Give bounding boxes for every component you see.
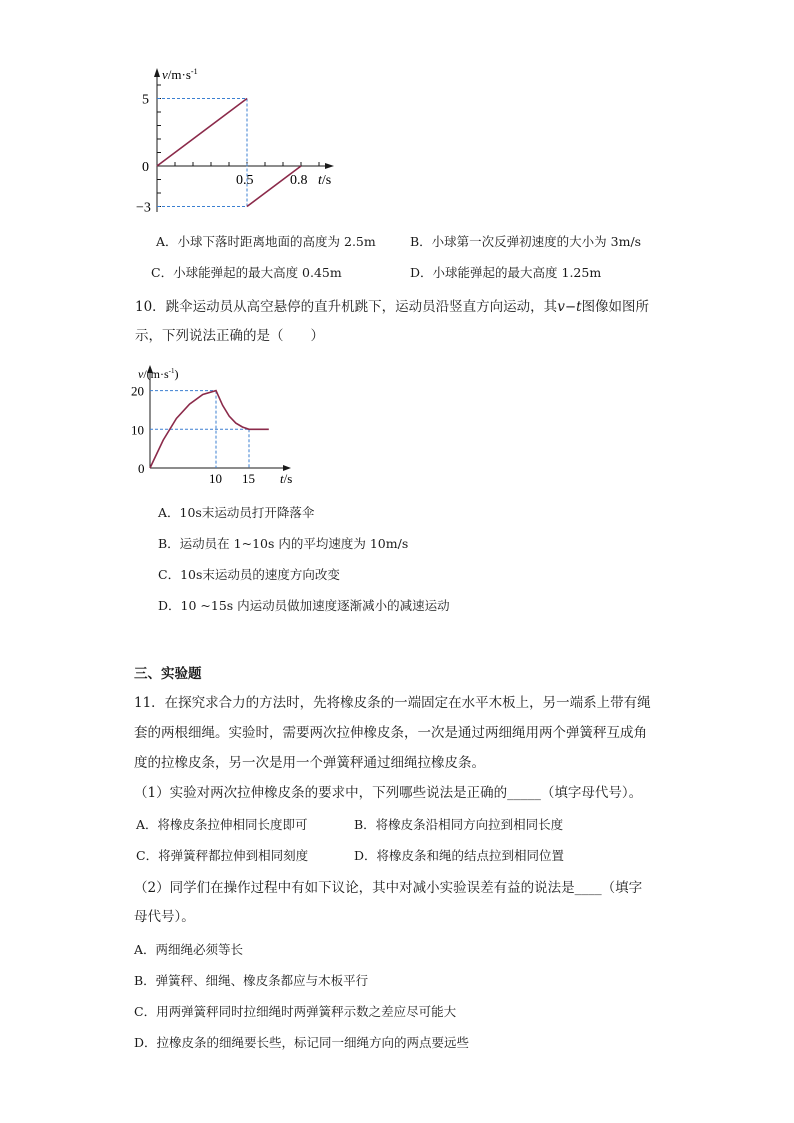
q11-stem-line3: 度的拉橡皮条，另一次是用一个弹簧秤通过细绳拉橡皮条。 (134, 755, 485, 771)
q9-option-d: D．小球能弹起的最大高度 1.25m (410, 265, 602, 280)
q11-sub1-option-a: A．将橡皮条拉伸相同长度即可 (136, 817, 308, 832)
chart1-xtick-08: 0.8 (290, 173, 308, 188)
q11-sub1-stem: （1）实验对两次拉伸橡皮条的要求中，下列哪些说法是正确的_____（填字母代号）。 (134, 785, 643, 801)
chart1-ytick-0: 0 (142, 160, 149, 175)
q10-option-b: B．运动员在 1~10s 内的平均速度为 10m/s (158, 536, 409, 551)
q11-sub2-option-b: B．弹簧秤、细绳、橡皮条都应与木板平行 (134, 973, 369, 988)
q11-sub2-option-a: A．两细绳必须等长 (134, 942, 244, 957)
chart1-ylabel: $v/m\cdot s^{-1}$ (162, 67, 198, 82)
chart2-ylabel: $v/(m\cdot s^{-1})$ (138, 367, 179, 381)
q11-sub1-option-d: D．将橡皮条和绳的结点拉到相同位置 (354, 848, 565, 863)
chart2-ytick-20: 20 (131, 383, 144, 399)
chart2-xtick-15: 15 (242, 471, 255, 486)
q10-stem-line2: 示，下列说法正确的是（ ） (135, 328, 324, 344)
chart-1-vt-graph (130, 62, 350, 222)
q10-stem-vt: v−t (557, 299, 582, 315)
q10-stem-text-a: 10．跳伞运动员从高空悬停的直升机跳下，运动员沿竖直方向运动，其 (135, 299, 558, 315)
q10-stem-text-b: 图像如图所 (581, 299, 650, 315)
q11-sub2-stem-line2: 母代号）。 (134, 909, 195, 925)
q9-option-b: B．小球第一次反弹初速度的大小为 3m/s (410, 234, 642, 249)
chart1-series-falling (157, 99, 247, 167)
chart1-xtick-05: 0.5 (236, 173, 254, 188)
q10-option-c: C．10s末运动员的速度方向改变 (158, 567, 340, 582)
q10-stem-line1 (135, 298, 649, 316)
q11-sub2-option-d: D．拉橡皮条的细绳要长些，标记同一细绳方向的两点要远些 (134, 1035, 470, 1050)
chart1-y-minor-ticks (157, 85, 161, 207)
q11-sub1-option-c: C．将弹簧秤都拉伸到相同刻度 (136, 848, 309, 863)
chart1-ytick-m3: −3 (136, 200, 151, 216)
q11-sub2-stem-line1: （2）同学们在操作过程中有如下议论，其中对减小实验误差有益的说法是____（填字 (134, 880, 643, 896)
chart-2-vt-graph (128, 362, 298, 487)
q11-sub1-option-b: B．将橡皮条沿相同方向拉到相同长度 (354, 817, 564, 832)
q10-option-a: A．10s末运动员打开降落伞 (158, 505, 315, 520)
q9-option-c: C．小球能弹起的最大高度 0.45m (151, 265, 342, 280)
chart2-ytick-10: 10 (131, 422, 144, 438)
q11-stem-line1: 11．在探究求合力的方法时，先将橡皮条的一端固定在水平木板上，另一端系上带有绳 (134, 695, 651, 711)
section3-heading: 三、实验题 (134, 666, 202, 682)
q11-sub2-option-c: C．用两弹簧秤同时拉细绳时两弹簧秤示数之差应尽可能大 (134, 1004, 457, 1019)
chart2-xlabel: t/s (280, 471, 293, 486)
chart1-xlabel: t/s (318, 173, 332, 188)
q11-stem-line2: 套的两根细绳。实验时，需要两次拉伸橡皮条，一次是通过两细绳用两个弹簧秤互成角 (134, 725, 647, 741)
chart2-ytick-0: 0 (138, 461, 145, 476)
q9-option-a: A．小球下落时距离地面的高度为 2.5m (156, 234, 376, 249)
chart1-ytick-5: 5 (142, 92, 149, 108)
chart1-x-arrow (325, 163, 334, 169)
chart1-y-arrow (154, 68, 160, 77)
chart2-xtick-10: 10 (209, 471, 222, 486)
q10-option-d: D．10 ~15s 内运动员做加速度逐渐减小的减速运动 (158, 598, 450, 613)
